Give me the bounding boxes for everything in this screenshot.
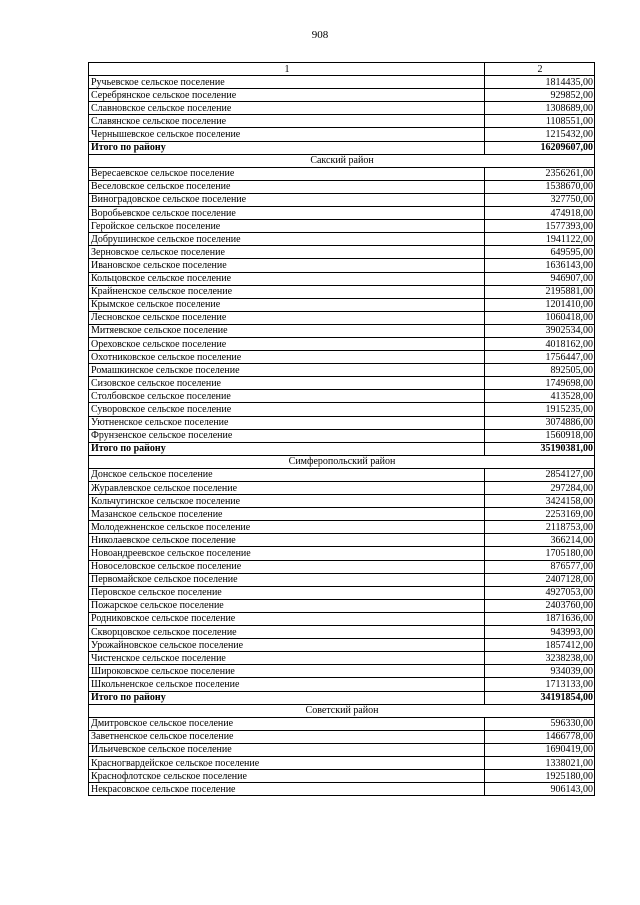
- settlement-name: Молодежненское сельское поселение: [89, 521, 485, 534]
- table-row: [89, 678, 595, 691]
- table-row: [89, 639, 595, 652]
- total-amount: 35190381,00: [485, 442, 595, 455]
- amount: 4927053,00: [485, 586, 595, 599]
- settlement-name: Веселовское сельское поселение: [89, 180, 485, 193]
- table-row: [89, 311, 595, 324]
- settlement-name: Дмитровское сельское поселение: [89, 717, 485, 730]
- settlement-name: Чистенское сельское поселение: [89, 652, 485, 665]
- settlement-name: Славянское сельское поселение: [89, 115, 485, 128]
- amount: 943993,00: [485, 626, 595, 639]
- amount: 3424158,00: [485, 495, 595, 508]
- settlement-name: Широковское сельское поселение: [89, 665, 485, 678]
- total-amount: 34191854,00: [485, 691, 595, 704]
- amount: 1690419,00: [485, 743, 595, 756]
- amount: 1705180,00: [485, 547, 595, 560]
- settlement-name: Заветненское сельское поселение: [89, 730, 485, 743]
- settlement-name: Пожарское сельское поселение: [89, 599, 485, 612]
- amount: 2407128,00: [485, 573, 595, 586]
- budget-table: [88, 62, 595, 796]
- amount: 1749698,00: [485, 377, 595, 390]
- settlement-name: Кольцовское сельское поселение: [89, 272, 485, 285]
- amount: 1915235,00: [485, 403, 595, 416]
- table-row: [89, 180, 595, 193]
- table-row: [89, 207, 595, 220]
- settlement-name: Кольчугинское сельское поселение: [89, 495, 485, 508]
- settlement-name: Крайненское сельское поселение: [89, 285, 485, 298]
- settlement-name: Перовское сельское поселение: [89, 586, 485, 599]
- amount: 1925180,00: [485, 770, 595, 783]
- settlement-name: Ильичевское сельское поселение: [89, 743, 485, 756]
- total-label: Итого по району: [89, 442, 485, 455]
- table-row: [89, 599, 595, 612]
- settlement-name: Зерновское сельское поселение: [89, 246, 485, 259]
- table-row: [89, 89, 595, 102]
- settlement-name: Новоандреевское сельское поселение: [89, 547, 485, 560]
- table-row: [89, 560, 595, 573]
- table-row: [89, 76, 595, 89]
- table-row: [89, 233, 595, 246]
- table-row: [89, 128, 595, 141]
- table-row: [89, 364, 595, 377]
- table-row: [89, 730, 595, 743]
- table-row: [89, 285, 595, 298]
- amount: 1871636,00: [485, 612, 595, 625]
- table-header-row: [89, 63, 595, 76]
- amount: 2356261,00: [485, 167, 595, 180]
- settlement-name: Скворцовское сельское поселение: [89, 626, 485, 639]
- amount: 1814435,00: [485, 76, 595, 89]
- table-row: [89, 534, 595, 547]
- settlement-name: Уютненское сельское поселение: [89, 416, 485, 429]
- table-row: [89, 508, 595, 521]
- settlement-name: Ручьевское сельское поселение: [89, 76, 485, 89]
- settlement-name: Краснофлотское сельское поселение: [89, 770, 485, 783]
- settlement-name: Николаевское сельское поселение: [89, 534, 485, 547]
- amount: 474918,00: [485, 207, 595, 220]
- settlement-name: Виноградовское сельское поселение: [89, 193, 485, 206]
- amount: 1108551,00: [485, 115, 595, 128]
- amount: 1466778,00: [485, 730, 595, 743]
- amount: 2403760,00: [485, 599, 595, 612]
- table-row: [89, 717, 595, 730]
- table-row: [89, 665, 595, 678]
- amount: 1756447,00: [485, 351, 595, 364]
- district-total-row: [89, 141, 595, 154]
- settlement-name: Первомайское сельское поселение: [89, 573, 485, 586]
- table-row: [89, 351, 595, 364]
- settlement-name: Фрунзенское сельское поселение: [89, 429, 485, 442]
- district-heading-row: [89, 455, 595, 468]
- amount: 3074886,00: [485, 416, 595, 429]
- settlement-name: Вересаевское сельское поселение: [89, 167, 485, 180]
- amount: 297284,00: [485, 482, 595, 495]
- settlement-name: Добрушинское сельское поселение: [89, 233, 485, 246]
- settlement-name: Охотниковское сельское поселение: [89, 351, 485, 364]
- amount: 934039,00: [485, 665, 595, 678]
- amount: 1338021,00: [485, 756, 595, 769]
- amount: 1308689,00: [485, 102, 595, 115]
- page-number: 908: [311, 29, 329, 41]
- settlement-name: Урожайновское сельское поселение: [89, 639, 485, 652]
- amount: 3238238,00: [485, 652, 595, 665]
- table-row: [89, 390, 595, 403]
- amount: 2195881,00: [485, 285, 595, 298]
- table-row: [89, 324, 595, 337]
- amount: 1577393,00: [485, 220, 595, 233]
- settlement-name: Некрасовское сельское поселение: [89, 783, 485, 796]
- settlement-name: Серебрянское сельское поселение: [89, 89, 485, 102]
- settlement-name: Журавлевское сельское поселение: [89, 482, 485, 495]
- amount: 1201410,00: [485, 298, 595, 311]
- amount: 649595,00: [485, 246, 595, 259]
- amount: 876577,00: [485, 560, 595, 573]
- amount: 1060418,00: [485, 311, 595, 324]
- amount: 4018162,00: [485, 337, 595, 350]
- amount: 1636143,00: [485, 259, 595, 272]
- table-row: [89, 652, 595, 665]
- amount: 596330,00: [485, 717, 595, 730]
- total-label: Итого по району: [89, 691, 485, 704]
- settlement-name: Родниковское сельское поселение: [89, 612, 485, 625]
- table-row: [89, 743, 595, 756]
- table-row: [89, 521, 595, 534]
- table-row: [89, 586, 595, 599]
- settlement-name: Ромашкинское сельское поселение: [89, 364, 485, 377]
- amount: 1713133,00: [485, 678, 595, 691]
- table-row: [89, 547, 595, 560]
- settlement-name: Мазанское сельское поселение: [89, 508, 485, 521]
- column-header-1: 1: [89, 63, 485, 76]
- amount: 1538670,00: [485, 180, 595, 193]
- district-heading: Симферопольский район: [89, 455, 595, 468]
- settlement-name: Столбовское сельское поселение: [89, 390, 485, 403]
- amount: 1560918,00: [485, 429, 595, 442]
- table-row: [89, 468, 595, 481]
- settlement-name: Лесновское сельское поселение: [89, 311, 485, 324]
- settlement-name: Сизовское сельское поселение: [89, 377, 485, 390]
- table-row: [89, 429, 595, 442]
- table-row: [89, 756, 595, 769]
- settlement-name: Школьненское сельское поселение: [89, 678, 485, 691]
- amount: 2253169,00: [485, 508, 595, 521]
- amount: 906143,00: [485, 783, 595, 796]
- table-body: [89, 63, 595, 796]
- settlement-name: Чернышевское сельское поселение: [89, 128, 485, 141]
- district-heading-row: [89, 154, 595, 167]
- table-row: [89, 416, 595, 429]
- settlement-name: Геройское сельское поселение: [89, 220, 485, 233]
- table-row: [89, 220, 595, 233]
- table-row: [89, 298, 595, 311]
- table-row: [89, 259, 595, 272]
- settlement-name: Красногвардейское сельское поселение: [89, 756, 485, 769]
- amount: 3902534,00: [485, 324, 595, 337]
- amount: 929852,00: [485, 89, 595, 102]
- settlement-name: Донское сельское поселение: [89, 468, 485, 481]
- table-row: [89, 403, 595, 416]
- table-row: [89, 495, 595, 508]
- district-total-row: [89, 691, 595, 704]
- settlement-name: Воробьевское сельское поселение: [89, 207, 485, 220]
- settlement-name: Славновское сельское поселение: [89, 102, 485, 115]
- settlement-name: Митяевское сельское поселение: [89, 324, 485, 337]
- table-row: [89, 246, 595, 259]
- table-row: [89, 482, 595, 495]
- amount: 892505,00: [485, 364, 595, 377]
- table-row: [89, 783, 595, 796]
- amount: 946907,00: [485, 272, 595, 285]
- district-heading: Сакский район: [89, 154, 595, 167]
- table-row: [89, 167, 595, 180]
- amount: 366214,00: [485, 534, 595, 547]
- table-row: [89, 377, 595, 390]
- table-row: [89, 573, 595, 586]
- settlement-name: Суворовское сельское поселение: [89, 403, 485, 416]
- amount: 1857412,00: [485, 639, 595, 652]
- table-row: [89, 770, 595, 783]
- table-row: [89, 612, 595, 625]
- district-heading-row: [89, 704, 595, 717]
- column-header-2: 2: [485, 63, 595, 76]
- settlement-name: Ивановское сельское поселение: [89, 259, 485, 272]
- amount: 1941122,00: [485, 233, 595, 246]
- table-row: [89, 193, 595, 206]
- settlement-name: Крымское сельское поселение: [89, 298, 485, 311]
- table-row: [89, 272, 595, 285]
- total-label: Итого по району: [89, 141, 485, 154]
- amount: 1215432,00: [485, 128, 595, 141]
- total-amount: 16209607,00: [485, 141, 595, 154]
- table-row: [89, 102, 595, 115]
- district-heading: Советский район: [89, 704, 595, 717]
- table-row: [89, 337, 595, 350]
- settlement-name: Новоселовское сельское поселение: [89, 560, 485, 573]
- amount: 327750,00: [485, 193, 595, 206]
- amount: 413528,00: [485, 390, 595, 403]
- district-total-row: [89, 442, 595, 455]
- table-row: [89, 115, 595, 128]
- amount: 2118753,00: [485, 521, 595, 534]
- settlement-name: Ореховское сельское поселение: [89, 337, 485, 350]
- amount: 2854127,00: [485, 468, 595, 481]
- table-row: [89, 626, 595, 639]
